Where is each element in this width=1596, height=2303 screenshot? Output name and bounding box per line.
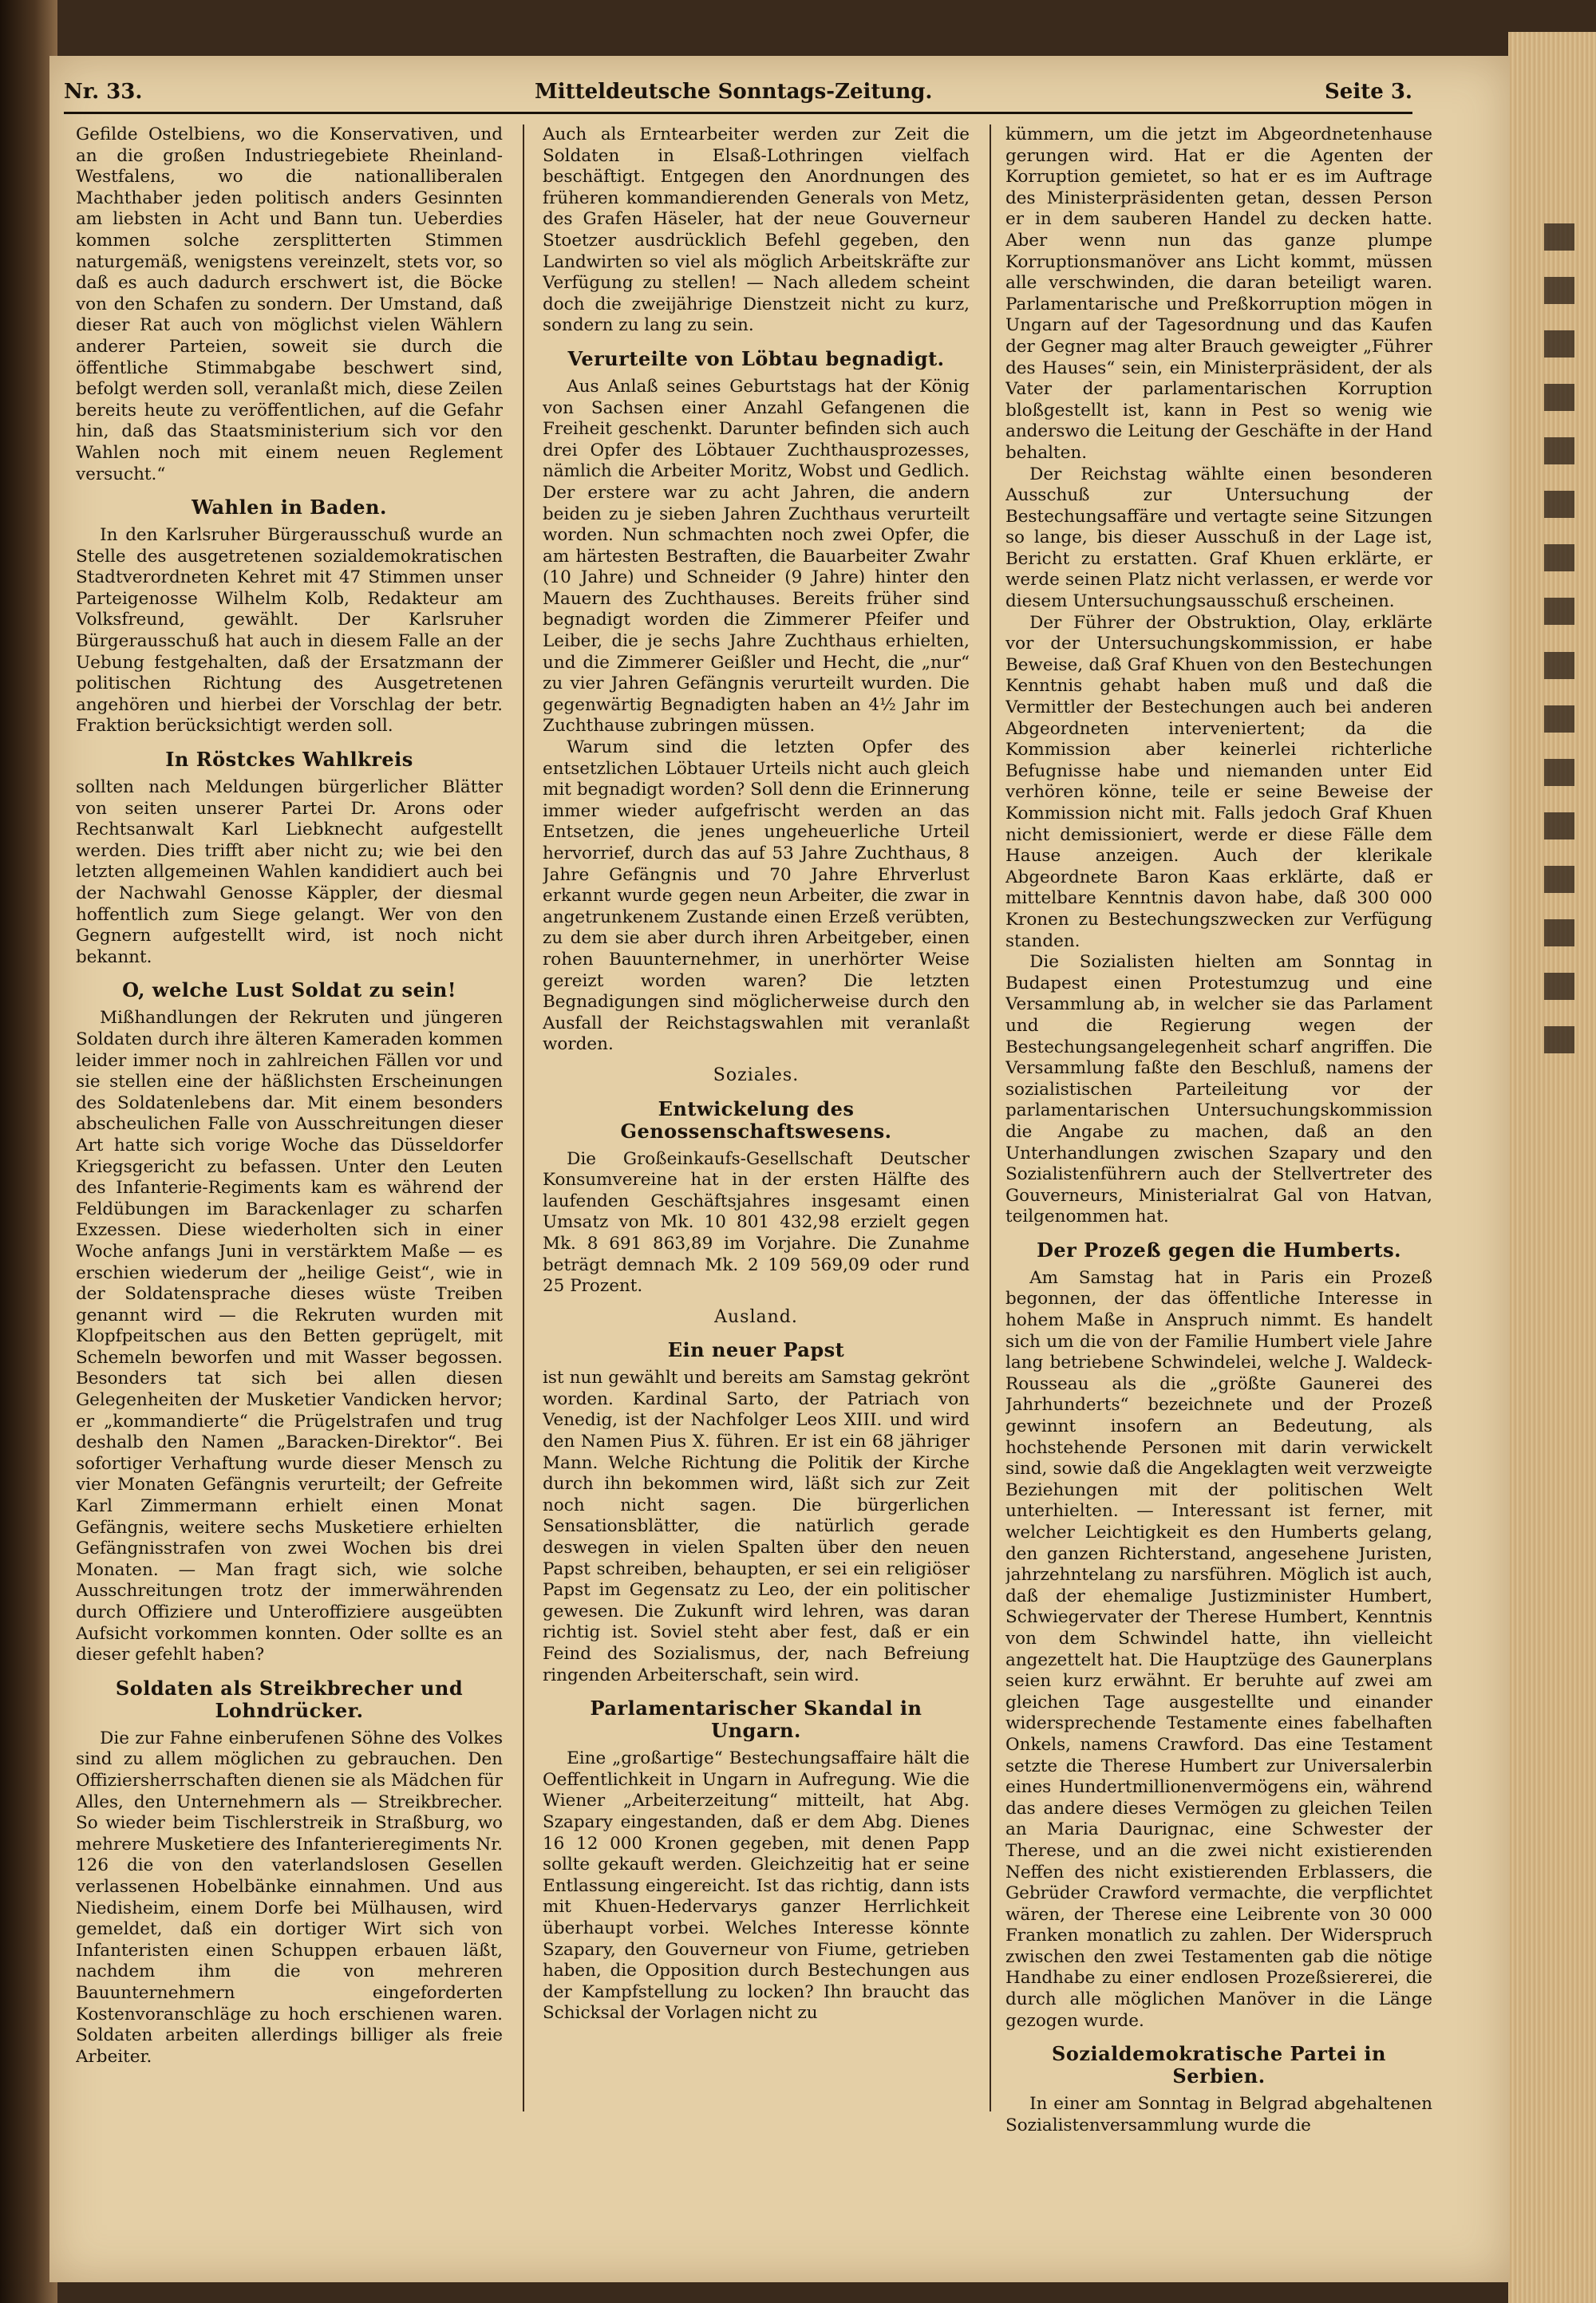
adjacent-page-marks (1544, 223, 1576, 1053)
article-text: Warum sind die letzten Opfer des entsetzlichen Löbtauer Urteils nicht auch gleich mit begnadigt worden? Soll denn die Erinnerung immer wieder aufgefrischt werden an das Entsetzen, die jenes ungeheuerliche Urteil hervorrief, durch das auf 53 Jahre Zuchthaus, 8 Jahre Gefängnis und 70 Jahre Ehrverlust erkannt wurde gegen neun Arbeiter, die zwar in angetrunkenem Zustande einen Erzeß verübten, zu dem sie aber durch ihren Arbeitgeber, einen rohen Bauunternehmer, in unerhörter Weise gereizt worden waren? Die letzten Begnadigungen sind möglicherweise durch den Ausfall der Reichstagswahlen mit veranlaßt worden. (543, 737, 970, 1055)
article-heading: Sozialdemokratische Partei in Serbien. (1052, 2042, 1386, 2088)
article-text: kümmern, um die jetzt im Abgeordnetenhause gerungen wird. Hat er die Agenten der Korruption gemietet, so hat er es im Auftrage des Ministerpräsidenten getan, dessen Person er in dem sauberen Handel zu decken hatte. Aber wenn nun das ganze plumpe Korruptionsmanöver ans Licht kommt, müssen alle verschwinden, die daran beteiligt waren. Parlamentarische und Preßkorruption mögen in Ungarn auf der Tagesordnung und das Kaufen der Gegner mag alter Brauch geweigter „Führer des Hauses“ sein, ein Ministerpräsident, der als Vater der parlamentarischen Korruption bloßgestellt ist, kann in Pest so wenig wie anderswo die Leitung der Geschäfte in der Hand behalten. (1005, 124, 1432, 463)
column-1 (76, 124, 503, 2271)
article-text: Der Führer der Obstruktion, Olay, erklärte vor der Untersuchungskommission, er habe Beweise, daß Graf Khuen von den Bestechungen Kenntnis gehabt haben muß und daß die Vermittler der Bestechungen auch bei anderen Abgeordneten interveniertent; da die Kommission aber keinerlei richterliche Befugnisse habe und niemanden unter Eid verhören könne, teile er seine Beweise der Kommission nicht mit. Falls jedoch Graf Khuen nicht demissioniert, werde er diese Fälle dem Hause anzeigen. Auch der klerikale Abgeordnete Baron Kaas erklärte, daß er mittelbare Kenntnis davon habe, daß 300 000 Kronen zu Bestechungszwecken zur Verfügung standen. (1005, 612, 1432, 951)
article-heading: Parlamentarischer Skandal in Ungarn. (590, 1697, 922, 1743)
article-text: Eine „großartige“ Bestechungsaffaire hält die Oeffentlichkeit in Ungarn in Aufregung. Wie die Wiener „Arbeiterzeitung“ mitteilt, hat Abg. Szapary eingestanden, daß er dem Abg. Dienes 16 12 000 Kronen gegeben, mit denen Papp sollte gekauft werden. Gleichzeitig hat er seine Entlassung eingereicht. Ist das richtig, dann ists mit Khuen-Hedervarys ganzer Herrlichkeit überhaupt vorbei. Welches Interesse könnte Szapary, den Gouverneur von Fiume, getrieben haben, die Opposition durch Bestechungen aus der Kampfstellung zu locken? Ihn braucht das Schicksal der Vorlagen nicht zu (543, 1748, 970, 2024)
article-heading: Entwickelung des Genossenschaftswesens. (620, 1096, 892, 1143)
column-3 (1005, 124, 1432, 2271)
issue-number: Nr. 33. (64, 80, 143, 104)
article-heading: In Röstckes Wahlkreis (165, 748, 413, 772)
column-divider (990, 124, 991, 2111)
article-text: Aus Anlaß seines Geburtstags hat der König von Sachsen einer Anzahl Gefangenen die Freiheit geschenkt. Darunter befinden sich auch drei Opfer des Löbtauer Zuchthausprozesses, nämlich die Arbeiter Moritz, Wobst und Gedlich. Der erstere war zu acht Jahren, die andern beiden zu je sieben Jahren Zuchthaus verurteilt worden. Nun schmachten noch zwei Opfer, die am härtesten Bestraften, die Bauarbeiter Zwahr (10 Jahre) und Schneider (9 Jahre) hinter den Mauern des Zuchthauses. Bereits früher sind begnadigt worden die Zimmerer Pfeifer und Leiber, die je sechs Jahre Zuchthaus erhielten, und die Zimmerer Geißler und Hecht, die „nur“ zu vier Jahren Gefängnis verurteilt wurden. Die gegenwärtig Begnadigten haben an 4½ Jahr im Zuchthause zubringen müssen. (543, 376, 970, 737)
article-text: In den Karlsruher Bürgerausschuß wurde an Stelle des ausgetretenen sozialdemokratischen Stadtverordneten Kehret mit 47 Stimmen unser Parteigenosse Wilhelm Kolb, Redakteur am Volksfreund, gewählt. Der Karlsruher Bürgerausschuß hat auch in diesem Falle an der Uebung festgehalten, daß der Ersatzmann der politischen Richtung des Ausgetretenen angehören und hierbei der Vorschlag der betr. Fraktion berücksichtigt werden soll. (76, 525, 503, 737)
article-heading: Verurteilte von Löbtau begnadigt. (567, 346, 945, 370)
article-text: ist nun gewählt und bereits am Samstag gekrönt worden. Kardinal Sarto, der Patriach von Venedig, ist der Nachfolger Leos XIII. und wird den Namen Pius X. führen. Er ist ein 68 jähriger Mann. Welche Richtung die Politik der Kirche durch ihn bekommen wird, läßt sich zur Zeit noch nicht sagen. Die bürgerlichen Sensationsblätter, die natürlich gerade deswegen in vielen Spalten über den neuen Papst schreiben, behaupten, er sei ein religiöser Papst im Gegensatz zu Leo, der ein politischer gewesen. Die Zukunft wird lehren, was daran richtig ist. Soviel steht aber fest, daß er ein Feind des Sozialismus, der, nach Befreiung ringenden Arbeiterschaft, sein wird. (543, 1368, 970, 1685)
article-text: Der Reichstag wählte einen besonderen Ausschuß zur Untersuchung der Bestechungsaffäre und vertagte seine Sitzungen so lange, bis dieser Ausschuß in der Lage ist, Bericht zu erstatten. Graf Khuen erklärte, er werde seinen Platz nicht verlassen, er werde vor diesem Untersuchungsausschuß erscheinen. (1005, 464, 1432, 612)
section-heading: Ausland. (714, 1306, 798, 1327)
article-text: sollten nach Meldungen bürgerlicher Blätter von seiten unserer Partei Dr. Arons oder Rechtsanwalt Karl Liebknecht aufgestellt werden. Dies trifft aber nicht zu; wie bei den letzten allgemeinen Wahlen kandidiert auch bei der Nachwahl Genosse Käppler, der diesmal hoffentlich zum Siege gelangt. Wer von den Gegnern aufgestellt wird, ist noch nicht bekannt. (76, 777, 503, 967)
article-heading: Der Prozeß gegen die Humberts. (1037, 1238, 1401, 1262)
article-text: In einer am Sonntag in Belgrad abgehaltenen Sozialistenversammlung wurde die (1005, 2094, 1432, 2135)
article-text: Auch als Erntearbeiter werden zur Zeit die Soldaten in Elsaß-Lothringen vielfach beschäftigt. Entgegen den Anordnungen des früheren kommandierenden Generals von Metz, des Grafen Häseler, hat der neue Gouverneur Stoetzer ausdrücklich Befehl gegeben, den Landwirten so viel als möglich Arbeitskräfte zur Verfügung zu stellen! — Nach alledem scheint doch die zweijährige Dienstzeit nicht zu kurz, sondern zu lang zu sein. (543, 124, 970, 336)
article-text: Die zur Fahne einberufenen Söhne des Volkes sind zu allem möglichen zu gebrauchen. Den Offiziersherrschaften dienen sie als Mädchen für Alles, den Unternehmern als — Streikbrecher. So wieder beim Tischlerstreik in Straßburg, wo mehrere Musketiere des Infanterieregiments Nr. 126 die von den vaterlandslosen Gesellen verlassenen Hobelbänke einnahmen. Und aus Niedisheim, einem Dorfe bei Mülhausen, wird gemeldet, daß ein dortiger Wirt sich von Infanteristen einen Schuppen erbauen läßt, nachdem ihm die von mehreren Bauunternehmern eingeforderten Kostenvoranschläge zu hoch erschienen waren. Soldaten arbeiten allerdings billiger als freie Arbeiter. (76, 1728, 503, 2067)
article-heading: Ein neuer Papst (667, 1338, 845, 1362)
article-heading: Soldaten als Streikbrecher und Lohndrücker. (115, 1676, 464, 1722)
header-rule (64, 112, 1412, 114)
article-text: Am Samstag hat in Paris ein Prozeß begonnen, der das öffentliche Interesse in hohem Maße in Anspruch nimmt. Es handelt sich um die von der Familie Humbert viele Jahre lang betriebene Schwindelei, welche J. Waldeck-Rousseau als die „größte Gaunerei des Jahrhunderts“ bezeichnete und der Prozeß gewinnt insofern an Bedeutung, als hochstehende Personen mit darin verwickelt sind, sowie daß die Angeklagten weit verzweigte Beziehungen mit der politischen Welt unterhielten. — Interessant ist ferner, mit welcher Leichtigkeit es den Humberts gelang, den ganzen Richterstand, angesehene Juristen, jahrzehntelang zu narsführen. Möglich ist auch, daß der ehemalige Justizminister Humbert, Schwiegervater der Therese Humbert, Kenntnis von dem Schwindel hatte, ihn vielleicht angezettelt hat. Die Hauptzüge des Gaunerplans seien kurz erwähnt. Er beruhte auf zwei am gleichen Tage ausgestellte und einander widersprechende Testamente eines fabelhaften Onkels, namens Crawford. Das eine Testament setzte die Therese Humbert zur Universalerbin eines Hundertmillionenvermögens ein, während das andere dieses Vermögen zu gleichen Teilen an Maria Daurignac, eine Schwester der Therese, und an die zwei nicht existierenden Neffen des nicht existierenden Erblassers, die Gebrüder Crawford vermachte, die verpflichtet wären, der Therese eine Leibrente von 30 000 Franken monatlich zu zahlen. Der Widerspruch zwischen den zwei Testamenten gab die nötige Handhabe zu einer endlosen Prozeßsiererei, die durch alle möglichen Manöver in die Länge gezogen wurde. (1005, 1267, 1432, 2031)
section-heading: Soziales. (713, 1065, 800, 1085)
page-number: Seite 3. (1325, 80, 1412, 104)
column-2 (543, 124, 970, 2271)
article-text: Die Großeinkaufs-Gesellschaft Deutscher Konsumvereine hat in der ersten Hälfte des laufenden Geschäftsjahres insgesamt einen Umsatz von Mk. 10 801 432,98 erzielt gegen Mk. 8 691 863,89 im Vorjahre. Die Zunahme beträgt demnach Mk. 2 109 569,09 oder rund 25 Prozent. (543, 1148, 970, 1297)
article-text: Mißhandlungen der Rekruten und jüngeren Soldaten durch ihre älteren Kameraden kommen leider immer noch in zahlreichen Fällen vor und sie stellen eine der häßlichsten Erscheinungen des Soldatenlebens dar. Mit einem besonders abscheulichen Falle von Ausschreitungen dieser Art hatte sich vorige Woche das Düsseldorfer Kriegsgericht zu befassen. Unter den Leuten des Infanterie-Regiments kam es während der Feldübungen im Barackenlager zu scharfen Exzessen. Diese wiederholten sich in einer Woche anfangs Juni in verstärktem Maße — es erschien wiederum der „heilige Geist“, wie in der Soldatensprache dieses wüste Treiben genannt wird — die Rekruten wurden mit Klopfpeitschen aus den Betten geprügelt, mit Schemeln beworfen und mit Wasser begossen. Besonders tat sich bei allen diesen Gelegenheiten der Musketier Vandicken hervor; er „kommandierte“ die Prügelstrafen und trug deshalb den Namen „Baracken-Direktor“. Bei sofortiger Verhaftung wurde dieser Mensch zu vier Monaten Gefängnis verurteilt; der Gefreite Karl Zimmermann erhielt einen Monat Gefängnis, weitere sechs Musketiere erhielten Gefängnisstrafen von zwei Wochen bis drei Monaten. — Man fragt sich, wie solche Ausschreitungen trotz der immerwährenden durch Offiziere und Unteroffiziere ausgeübten Aufsicht vorkommen konnten. Oder sollte es an dieser gefehlt haben? (76, 1008, 503, 1665)
article-text: Gefilde Ostelbiens, wo die Konservativen, und an die großen Industriegebiete Rheinland-Westfalens, wo die nationalliberalen Machthaber jeden politisch anders Gesinnten am liebsten in Acht und Bann tun. Ueberdies kommen solche zersplitterten Stimmen naturgemäß, wenigstens vereinzelt, stets vor, so daß es auch dadurch erschwert ist, die Böcke von den Schafen zu sondern. Der Umstand, daß dieser Rat auch von möglichst vielen Wählern anderer Parteien, soweit sie durch die öffentliche Stimmabgabe beschwert sind, befolgt werden soll, veranlaßt mich, diese Zeilen bereits heute zu veröffentlichen, auf die Gefahr hin, daß das Staatsministerium sich vor den Wahlen noch mit einem neuen Reglement versucht.“ (76, 124, 503, 484)
article-text: Die Sozialisten hielten am Sonntag in Budapest einen Protestumzug und eine Versammlung ab, in welcher sie das Parlament und die Regierung wegen der Bestechungsangelegenheit scharf angriffen. Die Versammlung faßte den Beschluß, namens der sozialistischen Parteileitung vor der parlamentarischen Untersuchungskommission die Angabe zu machen, daß an den Unterhandlungen zwischen Szapary und den Sozialistenführern auch der Stellvertreter des Gouverneurs, Ministerialrat Gal von Hatvan, teilgenommen hat. (1005, 952, 1432, 1227)
article-heading: Wahlen in Baden. (192, 496, 387, 519)
column-divider (523, 124, 524, 2111)
article-heading: O, welche Lust Soldat zu sein! (122, 978, 456, 1002)
newspaper-title: Mitteldeutsche Sonntags-Zeitung. (534, 80, 933, 104)
masthead (64, 72, 1412, 112)
